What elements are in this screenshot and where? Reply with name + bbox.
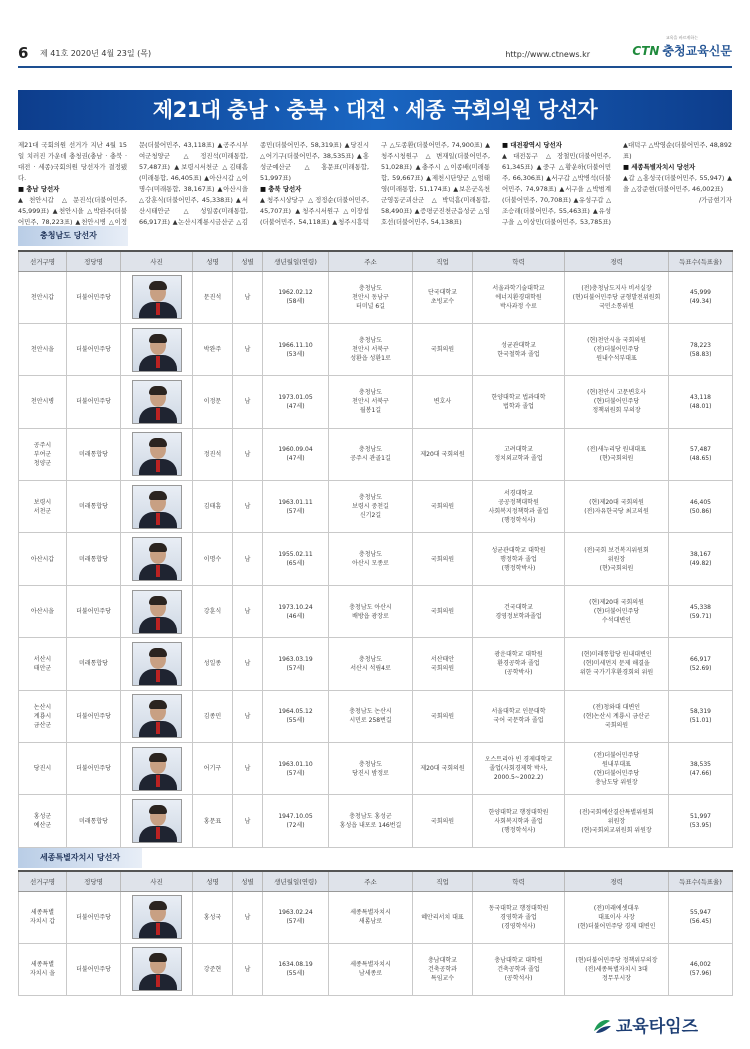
job-cell: 변호사 — [413, 376, 473, 428]
photo-cell — [121, 690, 193, 742]
birth-cell: 1955.02.11 (65세) — [263, 533, 329, 585]
votes-cell: 38,535 (47.66) — [669, 743, 733, 795]
column-header: 득표수(득표율) — [669, 871, 733, 891]
job-cell: 국회의원 — [413, 481, 473, 533]
district-cell: 서산시 태안군 — [19, 638, 67, 690]
name-cell: 홍성국 — [193, 891, 233, 943]
birth-cell: 1634.08.19 (55세) — [263, 943, 329, 995]
address-cell: 충청남도 홍성군 홍성읍 내포로 146번길 — [329, 795, 413, 847]
address-cell: 충청남도 보령시 중천길 신기2길 — [329, 481, 413, 533]
column-header: 성별 — [233, 251, 263, 271]
photo-cell — [121, 943, 193, 995]
birth-cell: 1962.02.12 (58세) — [263, 271, 329, 323]
career-cell: (현)천안시 고문변호사 (현)더불어민주당 정책위원회 부의장 — [565, 376, 669, 428]
article-body — [18, 140, 732, 230]
gender-cell: 남 — [233, 376, 263, 428]
column-header: 정당명 — [67, 871, 121, 891]
party-cell: 더불어민주당 — [67, 585, 121, 637]
address-cell: 충청남도 당진시 밤정로 — [329, 743, 413, 795]
education-cell: 동국대학교 행정대학원 경영학과 졸업 (경영학석사) — [473, 891, 565, 943]
sejong-candidates-table — [18, 870, 733, 996]
column-header: 선거구명 — [19, 871, 67, 891]
candidate-photo — [132, 694, 182, 738]
job-cell: 국회의원 — [413, 585, 473, 637]
party-cell: 더불어민주당 — [67, 376, 121, 428]
article-chungnam: ▲천안시갑 △문진석(더불어민주, 45,999표) ▲천안시을 △박완주(더불어민주, 78,223표) ▲천안시병 △이정문(더불어민주, 43,118표) ▲공주시부여군청양군 △정진석(미래통합, 57,487표) ▲보령시서천군 △김태흠(미래통합, 46,405표) ▲아산시갑 △이명수(미래통합, 38,167표) ▲아산시을 △강훈식(더불어민주, 45,338표) ▲서산시태안군 △성일종(미래통합, 66,917표) ▲논산시계룡시금산군 △김종민(더불어민주, 58,319표) ▲당진시 △어기구(더불어민주, 38,535표) ▲홍성군예산군 △홍문표(미래통합, 51,997표) — [18, 141, 369, 226]
table-row — [19, 943, 733, 995]
district-cell: 세종특별 자치시 을 — [19, 943, 67, 995]
job-cell: 국회의원 — [413, 323, 473, 375]
district-cell: 아산시을 — [19, 585, 67, 637]
career-cell: (전)충청남도지사 비서실장 (현)더불어민주당 균형발전위원회 국민소통위원 — [565, 271, 669, 323]
party-cell: 더불어민주당 — [67, 323, 121, 375]
column-header: 성명 — [193, 871, 233, 891]
table-header-row — [19, 251, 733, 271]
job-cell: 제20대 국회의원 — [413, 743, 473, 795]
candidate-photo — [132, 537, 182, 581]
footer-logo-text: 교육타임즈 — [615, 1017, 698, 1037]
education-cell: 한양대학교 법과대학 법학과 졸업 — [473, 376, 565, 428]
party-cell: 더불어민주당 — [67, 690, 121, 742]
name-cell: 문진석 — [193, 271, 233, 323]
photo-cell — [121, 481, 193, 533]
votes-cell: 38,167 (49.82) — [669, 533, 733, 585]
gender-cell: 남 — [233, 943, 263, 995]
education-cell: 성균관대학교 대학원 행정학과 졸업 (행정학박사) — [473, 533, 565, 585]
votes-cell: 55,947 (56.45) — [669, 891, 733, 943]
party-cell: 미래통합당 — [67, 795, 121, 847]
education-cell: 서경대학교 공공정책대학원 사회복지정책학과 졸업 (행정학석사) — [473, 481, 565, 533]
column-header: 사진 — [121, 251, 193, 271]
column-header: 성명 — [193, 251, 233, 271]
page-number: 6 — [18, 44, 29, 62]
column-header: 주소 — [329, 871, 413, 891]
name-cell: 김종민 — [193, 690, 233, 742]
party-cell: 미래통합당 — [67, 533, 121, 585]
masthead — [18, 35, 732, 66]
name-cell: 정진석 — [193, 428, 233, 480]
career-cell: (전)국회 보건복지위원회 위원장 (현)국회의원 — [565, 533, 669, 585]
party-cell: 미래통합당 — [67, 638, 121, 690]
column-header: 경력 — [565, 871, 669, 891]
party-cell: 더불어민주당 — [67, 271, 121, 323]
candidate-photo — [132, 895, 182, 939]
article-daejeon: ▲대전동구 △장철민(더불어민주, 61,345표) ▲중구 △황운하(더불어민주, 66,306표) ▲서구갑 △박병석(더불어민주, 74,978표) ▲서구을 △박범계(더불어민주, 70,708표) ▲유성구갑 △조승래(더불어민주, 55,463표) ▲유성구을 △이상민(더불어민주, 53,785표) ▲대덕구 △박영순(더불어민주, 48,892표) — [502, 141, 732, 226]
job-cell: 국회의원 — [413, 690, 473, 742]
address-cell: 충청남도 서산시 석림4로 — [329, 638, 413, 690]
gender-cell: 남 — [233, 533, 263, 585]
candidate-photo — [132, 747, 182, 791]
table-row — [19, 428, 733, 480]
gender-cell: 남 — [233, 481, 263, 533]
table-row — [19, 376, 733, 428]
job-cell: 국회의원 — [413, 533, 473, 585]
birth-cell: 1947.10.05 (72세) — [263, 795, 329, 847]
gender-cell: 남 — [233, 795, 263, 847]
party-cell: 더불어민주당 — [67, 743, 121, 795]
name-cell: 어기구 — [193, 743, 233, 795]
section-heading-sejong: ■ 세종특별자치시 당선자 — [623, 163, 696, 171]
votes-cell: 78,223 (58.83) — [669, 323, 733, 375]
district-cell: 보령시 서천군 — [19, 481, 67, 533]
table-row — [19, 743, 733, 795]
party-cell: 더불어민주당 — [67, 943, 121, 995]
job-cell: 국회의원 — [413, 795, 473, 847]
name-cell: 성일종 — [193, 638, 233, 690]
district-cell: 천안시갑 — [19, 271, 67, 323]
job-cell: 서산태안 국회의원 — [413, 638, 473, 690]
column-header: 성별 — [233, 871, 263, 891]
district-cell: 세종특별 자치시 갑 — [19, 891, 67, 943]
photo-cell — [121, 323, 193, 375]
job-cell: 제20대 국회의원 — [413, 428, 473, 480]
education-cell: 고려대학교 정치외교학과 졸업 — [473, 428, 565, 480]
name-cell: 박완주 — [193, 323, 233, 375]
table-row — [19, 795, 733, 847]
photo-cell — [121, 585, 193, 637]
birth-cell: 1963.03.19 (57세) — [263, 638, 329, 690]
address-cell: 충청남도 아산시 모종로 — [329, 533, 413, 585]
birth-cell: 1963.01.10 (57세) — [263, 743, 329, 795]
photo-cell — [121, 795, 193, 847]
birth-cell: 1963.02.24 (57세) — [263, 891, 329, 943]
chungnam-candidates-table — [18, 250, 733, 848]
candidate-photo — [132, 275, 182, 319]
party-cell: 미래통합당 — [67, 428, 121, 480]
table-row — [19, 533, 733, 585]
career-cell: (전)새누리당 원내대표 (현)국회의원 — [565, 428, 669, 480]
column-header: 생년월일(연령) — [263, 871, 329, 891]
footer-logo — [592, 1012, 698, 1037]
address-cell: 충청남도 천안시 서북구 월봉1길 — [329, 376, 413, 428]
votes-cell: 57,487 (48.65) — [669, 428, 733, 480]
gender-cell: 남 — [233, 743, 263, 795]
byline: /가금현기자 — [698, 196, 732, 204]
photo-cell — [121, 533, 193, 585]
gender-cell: 남 — [233, 271, 263, 323]
career-cell: (현)제20대 국회의원 (전)자유한국당 최고의원 — [565, 481, 669, 533]
logo-slogan: 교육을 바르게하는 — [665, 35, 698, 40]
name-cell: 강훈식 — [193, 585, 233, 637]
article-lead: 제21대 국회의원 선거가 지난 4월 15일 치러진 가운데 충청권(충남 · 충북 · 대전 · 세종)국회의원 당선자가 결정됐다. — [18, 141, 127, 182]
votes-cell: 46,002 (57.96) — [669, 943, 733, 995]
birth-cell: 1963.01.11 (57세) — [263, 481, 329, 533]
job-cell: 단국대학교 초빙교수 — [413, 271, 473, 323]
votes-cell: 45,999 (49.34) — [669, 271, 733, 323]
votes-cell: 45,338 (59.71) — [669, 585, 733, 637]
name-cell: 이명수 — [193, 533, 233, 585]
gender-cell: 남 — [233, 428, 263, 480]
table-row — [19, 585, 733, 637]
votes-cell: 58,319 (51.01) — [669, 690, 733, 742]
section-title-chungnam: 충청남도 당선자 — [18, 226, 128, 246]
photo-cell — [121, 891, 193, 943]
section-tab-chungnam — [18, 226, 732, 246]
column-header: 직업 — [413, 871, 473, 891]
district-cell: 아산시갑 — [19, 533, 67, 585]
candidate-photo — [132, 590, 182, 634]
job-cell: 충남대학교 건축공학과 특임교수 — [413, 943, 473, 995]
career-cell: (현)미래통합당 원내대변인 (현)미세먼지 문제 해결을 위한 국가기후환경회의 위원 — [565, 638, 669, 690]
address-cell: 충청남도 아산시 배방읍 광장로 — [329, 585, 413, 637]
photo-cell — [121, 271, 193, 323]
education-cell: 광운대학교 대학원 환경공학과 졸업 (공학박사) — [473, 638, 565, 690]
career-cell: (현)천안시을 국회의원 (전)더불어민주당 원내수석부대표 — [565, 323, 669, 375]
column-header: 득표수(득표율) — [669, 251, 733, 271]
logo-name: 충청교육신문 — [662, 44, 732, 58]
address-cell: 충청남도 천안시 서북구 성환읍 성환1로 — [329, 323, 413, 375]
job-cell: 혜안리서치 대표 — [413, 891, 473, 943]
birth-cell: 1960.09.04 (47세) — [263, 428, 329, 480]
column-header: 학력 — [473, 251, 565, 271]
section-tab-sejong — [18, 848, 732, 868]
district-cell: 당진시 — [19, 743, 67, 795]
candidate-photo — [132, 328, 182, 372]
column-header: 선거구명 — [19, 251, 67, 271]
name-cell: 강준현 — [193, 943, 233, 995]
gender-cell: 남 — [233, 690, 263, 742]
candidate-photo — [132, 432, 182, 476]
table-row — [19, 690, 733, 742]
career-cell: (전)더불어민주당 원내부대표 (현)더불어민주당 충남도당 위원장 — [565, 743, 669, 795]
leaf-logo-icon — [592, 1017, 612, 1035]
section-heading-chungnam: ■ 충남 당선자 — [18, 185, 60, 193]
education-cell: 충남대학교 대학원 건축공학과 졸업 (공학석사) — [473, 943, 565, 995]
column-header: 주소 — [329, 251, 413, 271]
name-cell: 김태흠 — [193, 481, 233, 533]
name-cell: 이정문 — [193, 376, 233, 428]
headline-banner: 제21대 충남ㆍ충북ㆍ대전ㆍ세종 국회의원 당선자 — [18, 90, 732, 130]
section-heading-chungbuk: ■ 충북 당선자 — [260, 185, 302, 193]
birth-cell: 1973.10.24 (46세) — [263, 585, 329, 637]
column-header: 학력 — [473, 871, 565, 891]
gender-cell: 남 — [233, 323, 263, 375]
column-header: 경력 — [565, 251, 669, 271]
education-cell: 한양대학교 행정대학원 사회복지학과 졸업 (행정학석사) — [473, 795, 565, 847]
table-header-row — [19, 871, 733, 891]
gender-cell: 남 — [233, 638, 263, 690]
education-cell: 서울대학교 인문대학 국어 국문학과 졸업 — [473, 690, 565, 742]
photo-cell — [121, 428, 193, 480]
logo-ctn: CTN — [632, 44, 660, 58]
column-header: 생년월일(연령) — [263, 251, 329, 271]
candidate-photo — [132, 380, 182, 424]
section-title-sejong: 세종특별자치시 당선자 — [18, 848, 142, 868]
photo-cell — [121, 743, 193, 795]
district-cell: 천안시병 — [19, 376, 67, 428]
candidate-photo — [132, 485, 182, 529]
address-cell: 충청남도 공주시 관골1길 — [329, 428, 413, 480]
career-cell: (현)제20대 국회의원 (현)더불어민주당 수석대변인 — [565, 585, 669, 637]
table-row — [19, 481, 733, 533]
candidate-photo — [132, 947, 182, 991]
table-row — [19, 323, 733, 375]
votes-cell: 43,118 (48.01) — [669, 376, 733, 428]
birth-cell: 1973.01.05 (47세) — [263, 376, 329, 428]
address-cell: 세종특별자치시 남세종로 — [329, 943, 413, 995]
career-cell: (전)국회예산결산특별위원회 위원장 (현)국회외교위원회 위원장 — [565, 795, 669, 847]
table-row — [19, 891, 733, 943]
site-url[interactable]: http://www.ctnews.kr — [505, 50, 590, 59]
article-sejong: ▲갑 △홍성국(더불어민주, 55,947) ▲을 △강준현(더불어민주, 46,002표) — [623, 174, 732, 193]
table-row — [19, 638, 733, 690]
column-header: 사진 — [121, 871, 193, 891]
district-cell: 공주시 부여군 청양군 — [19, 428, 67, 480]
masthead-rule — [18, 66, 732, 68]
district-cell: 논산시 계룡시 금산군 — [19, 690, 67, 742]
district-cell: 천안시을 — [19, 323, 67, 375]
photo-cell — [121, 376, 193, 428]
photo-cell — [121, 638, 193, 690]
birth-cell: 1966.11.10 (53세) — [263, 323, 329, 375]
gender-cell: 남 — [233, 585, 263, 637]
votes-cell: 66,917 (52.69) — [669, 638, 733, 690]
career-cell: (현)더불어민주당 정책위부의장 (전)세종특별자치시 3대 정무부시장 — [565, 943, 669, 995]
name-cell: 홍문표 — [193, 795, 233, 847]
section-heading-daejeon: ■ 대전광역시 당선자 — [502, 141, 562, 149]
article-chungbuk: ▲청주시상당구 △정정순(더불어민주, 45,707표) ▲청주시서원구 △이장섭(더불어민주, 54,118표) ▲청주시흥덕구 △도종환(더불어민주, 74,900표) ▲청주시청원구 △변재일(더불어민주, 51,028표) ▲충주시 △이종배(미래통합, 59,667표) ▲제천시단양군 △엄태영(미래통합, 51,174표) ▲보은군옥천군영동군괴산군 △박덕흠(미래통합, 58,490표) ▲증평군진천군음성군 △임호선(더불어민주, 54,138표) — [260, 141, 490, 226]
table-row — [19, 271, 733, 323]
birth-cell: 1964.05.12 (55세) — [263, 690, 329, 742]
career-cell: (전)미래에셋대우 대표이사 사장 (현)더불어민주당 경제 대변인 — [565, 891, 669, 943]
candidate-photo — [132, 799, 182, 843]
address-cell: 충청남도 논산시 시민로 258번길 — [329, 690, 413, 742]
district-cell: 홍성군 예산군 — [19, 795, 67, 847]
education-cell: 오스트리아 빈 경제대학교 졸업(사회경제학 박사, 2000.5~2002.2) — [473, 743, 565, 795]
candidate-photo — [132, 642, 182, 686]
votes-cell: 51,997 (53.95) — [669, 795, 733, 847]
party-cell: 더불어민주당 — [67, 891, 121, 943]
votes-cell: 46,405 (50.86) — [669, 481, 733, 533]
column-header: 직업 — [413, 251, 473, 271]
address-cell: 충청남도 천안시 동남구 터미널 6길 — [329, 271, 413, 323]
column-header: 정당명 — [67, 251, 121, 271]
issue-date: 제 41호 2020년 4월 23일 (목) — [40, 49, 152, 58]
address-cell: 세종특별자치시 새롬남로 — [329, 891, 413, 943]
gender-cell: 남 — [233, 891, 263, 943]
education-cell: 성균관대학교 한국철학과 졸업 — [473, 323, 565, 375]
education-cell: 서울과학기술대학교 에너지환경대학원 박사과정 수료 — [473, 271, 565, 323]
education-cell: 건국대학교 경영정보학과졸업 — [473, 585, 565, 637]
career-cell: (전)청와대 대변인 (현)논산시 계룡시 금산군 국회의원 — [565, 690, 669, 742]
newspaper-logo — [632, 42, 732, 59]
party-cell: 미래통합당 — [67, 481, 121, 533]
